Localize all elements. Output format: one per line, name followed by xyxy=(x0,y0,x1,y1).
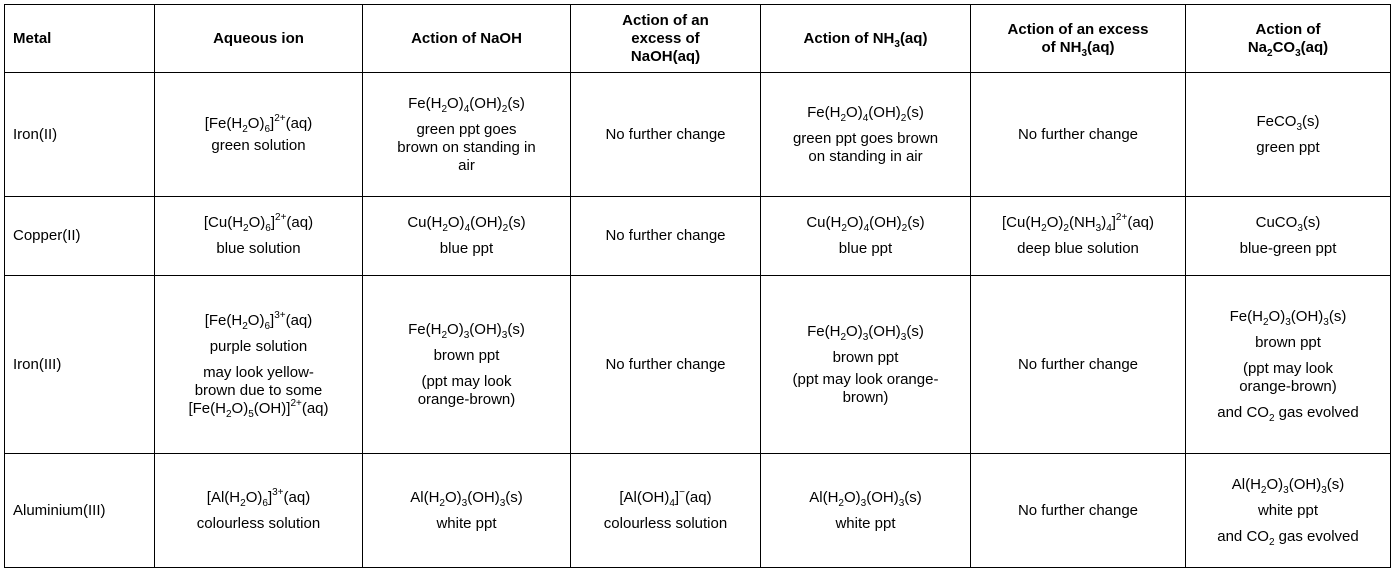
nh3-desc: blue ppt xyxy=(838,240,893,257)
formula-fe-h2o-5-oh-2plus: $[Fe(H_2O)_5(OH)]^{2+}(aq)$ xyxy=(188,397,329,420)
gas-post: gas evolved xyxy=(1274,403,1359,421)
gas-sub: 2 xyxy=(1268,412,1275,424)
naoh-desc: brown ppt xyxy=(433,346,500,364)
formula-al-h2o-3-oh-3: $Al(H_2O)_3(OH)_3(s)$ xyxy=(410,488,523,509)
nh3-desc-line-2: on standing in air xyxy=(808,147,923,165)
na2co3-cell xyxy=(1186,197,1391,276)
naoh-cell xyxy=(363,454,571,568)
excess-nh3-desc: deep blue solution xyxy=(1017,240,1139,257)
nh3-note-line-1: (ppt may look orange- xyxy=(792,370,939,388)
formula-al-h2o-3-oh-3: $Al(H_2O)_3(OH)_3(s)$ xyxy=(809,488,922,509)
formula-cu-h2o-4-oh-2: $Cu(H_2O)_4(OH)_2(s)$ xyxy=(806,214,925,234)
aqueous-ion-desc: blue solution xyxy=(216,240,301,257)
formula-feco3: FeCO$_3$(s) xyxy=(1256,112,1320,133)
nh3-cell xyxy=(761,197,971,276)
header-na2co3-na: Na xyxy=(1247,38,1268,56)
header-action-excess-naoh xyxy=(571,5,761,73)
formula-fe-h2o-6-2plus: $[Fe(H_2O)_6]^{2+}(aq)$ xyxy=(204,112,313,135)
nh3-cell xyxy=(761,454,971,568)
table-row xyxy=(5,276,1391,454)
table-row xyxy=(5,197,1391,276)
naoh-desc-line-1: green ppt goes xyxy=(416,120,517,138)
header-na2co3-co: CO xyxy=(1272,38,1296,56)
aqueous-ion-cell xyxy=(155,276,363,454)
formula-cu-h2o-4-oh-2: $Cu(H_2O)_4(OH)_2(s)$ xyxy=(407,214,526,234)
formula-cu-h2o-2-nh3-4-2plus: $[Cu(H_2O)_2(NH_3)_4]^{2+}(aq)$ xyxy=(1001,212,1155,234)
header-nh3-post: (aq) xyxy=(899,29,928,47)
na2co3-gas xyxy=(1189,528,1387,546)
formula-fe-h2o-3-oh-3: $Fe(H_2O)_3(OH)_3(s)$ xyxy=(807,322,924,343)
table-row xyxy=(5,454,1391,568)
formula-al-oh-4-minus: $[Al(OH)_4]^-(aq)$ xyxy=(619,486,712,509)
formula-al-h2o-6-3plus: $[Al(H_2O)_6]^{3+}(aq)$ xyxy=(206,486,311,509)
excess-naoh-cell: No further change xyxy=(571,276,761,454)
header-excess-nh3-post: (aq) xyxy=(1087,38,1115,56)
formula-fe-h2o-3-oh-3: $Fe(H_2O)_3(OH)_3(s)$ xyxy=(408,320,525,341)
naoh-desc-line-2: brown on standing in xyxy=(397,138,536,156)
header-excess-nh3-pre: of NH xyxy=(1041,38,1082,56)
nh3-desc: brown ppt xyxy=(832,348,899,366)
header-action-excess-nh3 xyxy=(971,5,1186,73)
formula-cu-h2o-6-2plus: $[Cu(H_2O)_6]^{2+}(aq)$ xyxy=(203,212,314,234)
na2co3-gas xyxy=(1189,404,1387,422)
naoh-desc-line-3: air xyxy=(458,156,475,174)
na2co3-desc: blue-green ppt xyxy=(1239,240,1337,257)
formula-cuco3: CuCO$_3$(s) xyxy=(1255,214,1321,234)
metal-name: Aluminium(III) xyxy=(5,454,155,568)
formula-al-h2o-3-oh-3: $Al(H_2O)_3(OH)_3(s)$ xyxy=(1231,475,1345,496)
header-action-nh3 xyxy=(761,5,971,73)
nh3-desc: white ppt xyxy=(835,514,896,532)
header-excess-naoh-line-3: NaOH(aq) xyxy=(630,47,701,65)
aqueous-ion-desc: purple solution xyxy=(209,337,308,355)
header-na2co3-line-2 xyxy=(1189,39,1387,57)
na2co3-desc: green ppt xyxy=(1256,138,1320,156)
formula-fe-h2o-4-oh-2: $Fe(H_2O)_4(OH)_2(s)$ xyxy=(807,103,924,124)
formula-fe-h2o-6-3plus: $[Fe(H_2O)_6]^{3+}(aq)$ xyxy=(204,309,313,332)
aqueous-ion-desc: green solution xyxy=(211,136,306,154)
aqueous-ion-note-line-2: brown due to some xyxy=(194,381,323,399)
header-action-na2co3 xyxy=(1186,5,1391,73)
excess-nh3-cell: No further change xyxy=(971,73,1186,197)
nh3-cell xyxy=(761,73,971,197)
excess-nh3-cell xyxy=(971,197,1186,276)
metal-name: Iron(II) xyxy=(5,73,155,197)
excess-nh3-cell: No further change xyxy=(971,276,1186,454)
gas-pre: and CO xyxy=(1217,527,1269,545)
header-aqueous-ion: Aqueous ion xyxy=(155,5,363,73)
na2co3-note-line-2: orange-brown) xyxy=(1239,377,1337,395)
aqueous-ion-cell xyxy=(155,197,363,276)
nh3-cell xyxy=(761,276,971,454)
aqueous-ion-desc: colourless solution xyxy=(196,514,321,532)
formula-fe-h2o-4-oh-2: $Fe(H_2O)_4(OH)_2(s)$ xyxy=(408,94,525,115)
naoh-desc: blue ppt xyxy=(439,240,494,257)
gas-pre: and CO xyxy=(1217,403,1269,421)
excess-nh3-cell: No further change xyxy=(971,454,1186,568)
aqueous-ion-cell xyxy=(155,454,363,568)
header-excess-nh3-sub: 3 xyxy=(1081,47,1088,59)
na2co3-desc: brown ppt xyxy=(1255,333,1321,351)
na2co3-cell xyxy=(1186,454,1391,568)
naoh-cell xyxy=(363,197,571,276)
header-na2co3-line-1: Action of xyxy=(1255,20,1321,38)
header-nh3-pre: Action of NH xyxy=(803,29,895,47)
header-row xyxy=(5,5,1391,73)
header-excess-naoh-line-2: excess of xyxy=(631,29,700,47)
excess-naoh-cell: No further change xyxy=(571,73,761,197)
na2co3-desc: white ppt xyxy=(1257,501,1319,519)
aqueous-ion-note-line-1: may look yellow- xyxy=(203,363,314,381)
gas-sub: 2 xyxy=(1268,536,1275,548)
header-metal: Metal xyxy=(5,5,155,73)
header-excess-nh3-line-1: Action of an excess xyxy=(1007,20,1149,38)
naoh-note-line-2: orange-brown) xyxy=(417,390,516,408)
header-na2co3-sub-1: 2 xyxy=(1267,47,1273,59)
metal-name: Iron(III) xyxy=(5,276,155,454)
metal-ion-reactions-table xyxy=(4,4,1391,568)
excess-naoh-desc: colourless solution xyxy=(603,514,728,532)
excess-naoh-cell xyxy=(571,454,761,568)
header-excess-naoh-line-1: Action of an xyxy=(622,11,709,29)
aqueous-ion-cell xyxy=(155,73,363,197)
header-action-naoh: Action of NaOH xyxy=(363,5,571,73)
header-excess-nh3-line-2 xyxy=(974,39,1182,57)
header-na2co3-sub-2: 3 xyxy=(1295,47,1301,59)
excess-naoh-cell: No further change xyxy=(571,197,761,276)
na2co3-note-line-1: (ppt may look xyxy=(1242,359,1334,377)
reactions-table-page xyxy=(4,4,1390,570)
naoh-cell xyxy=(363,73,571,197)
naoh-desc: white ppt xyxy=(436,514,497,532)
naoh-note-line-1: (ppt may look xyxy=(421,372,512,390)
gas-post: gas evolved xyxy=(1274,527,1359,545)
nh3-desc-line-1: green ppt goes brown xyxy=(792,129,939,147)
na2co3-cell xyxy=(1186,73,1391,197)
nh3-note-line-2: brown) xyxy=(842,388,889,406)
header-na2co3-aq: (aq) xyxy=(1300,38,1329,56)
na2co3-cell xyxy=(1186,276,1391,454)
header-nh3-sub: 3 xyxy=(894,38,900,50)
metal-name: Copper(II) xyxy=(5,197,155,276)
formula-fe-h2o-3-oh-3: $Fe(H_2O)_3(OH)_3(s)$ xyxy=(1229,307,1347,328)
table-row xyxy=(5,73,1391,197)
naoh-cell xyxy=(363,276,571,454)
